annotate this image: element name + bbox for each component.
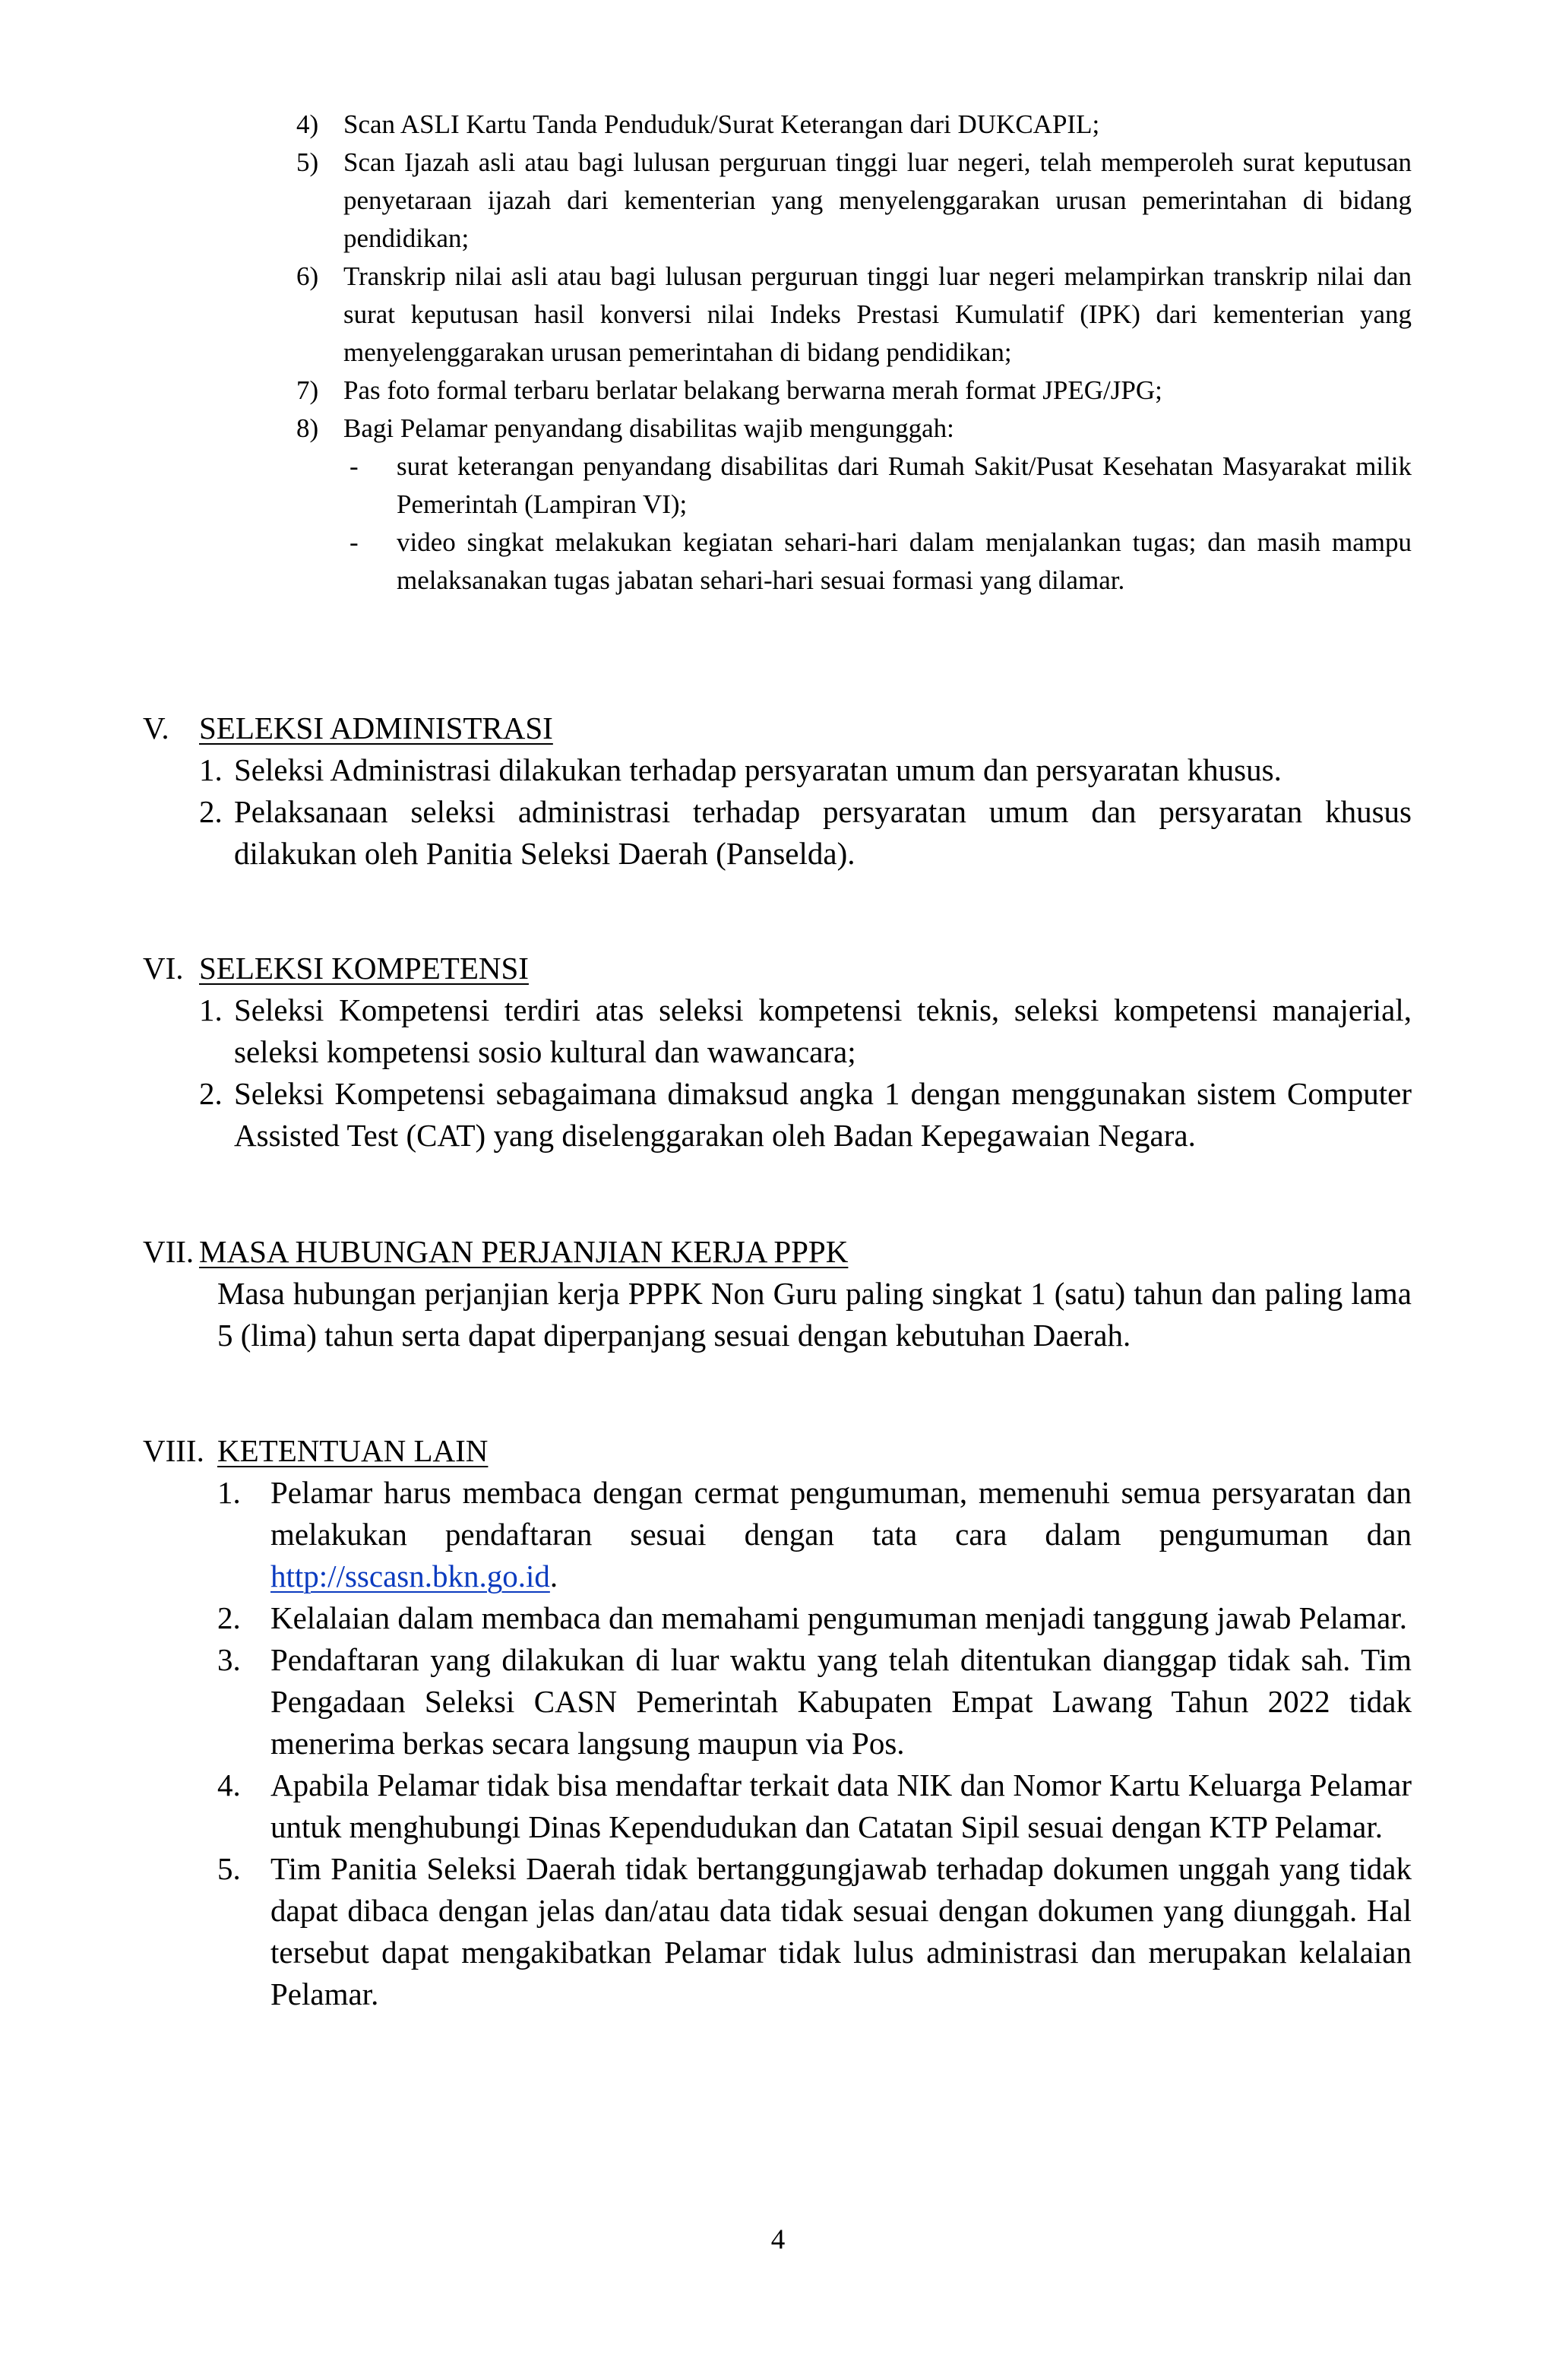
list-item [199, 989, 1412, 1073]
section-v [143, 707, 1412, 875]
list-item [199, 1073, 1412, 1157]
item-number: 5. [217, 1851, 241, 1886]
item-text: Seleksi Kompetensi terdiri atas seleksi kompetensi teknis, seleksi kompetensi manajerial, seleksi kompetensi sosio kultural dan wawancara; [234, 992, 1412, 1069]
requirement-number: 6) [296, 261, 319, 291]
item-text: Pelaksanaan seleksi administrasi terhadap persyaratan umum dan persyaratan khusus dilakukan oleh Panitia Seleksi Daerah (Panselda). [234, 794, 1412, 871]
requirement-item-8 [296, 410, 1412, 448]
disability-item-1 [296, 448, 1412, 524]
requirement-number: 4) [296, 109, 319, 139]
sscasn-link[interactable]: http://sscasn.bkn.go.id [270, 1559, 550, 1594]
requirement-number: 5) [296, 147, 319, 177]
item-text: Apabila Pelamar tidak bisa mendaftar terkait data NIK dan Nomor Kartu Keluarga Pelamar untuk menghubungi Dinas Kependudukan dan Catatan Sipil sesuai dengan KTP Pelamar. [270, 1768, 1412, 1844]
list-item [217, 1639, 1412, 1764]
item-number: 1. [199, 992, 223, 1027]
dash-bullet: - [349, 527, 359, 557]
section-vii [143, 1231, 1412, 1356]
item-number: 2. [217, 1600, 241, 1635]
item-text: Pelamar harus membaca dengan cermat pengumuman, memenuhi semua persyaratan dan melakukan pendaftaran sesuai dengan tata cara dalam pengumuman dan [270, 1475, 1412, 1552]
dash-bullet: - [349, 451, 359, 481]
disability-item-text: video singkat melakukan kegiatan sehari-hari dalam menjalankan tugas; dan masih mampu melaksanakan tugas jabatan sehari-hari sesuai formasi yang dilamar. [397, 527, 1412, 595]
requirement-item-6 [296, 258, 1412, 372]
section-numeral: VI. [143, 951, 184, 986]
requirement-text: Scan ASLI Kartu Tanda Penduduk/Surat Keterangan dari DUKCAPIL; [343, 109, 1100, 139]
disability-item-2 [296, 524, 1412, 600]
item-number: 1. [217, 1475, 241, 1510]
item-text: Seleksi Administrasi dilakukan terhadap persyaratan umum dan persyaratan khusus. [234, 752, 1282, 787]
section-heading [143, 707, 1412, 749]
requirements-list [296, 106, 1412, 600]
requirement-item-7 [296, 372, 1412, 410]
section-numeral: VII. [143, 1234, 194, 1269]
item-number: 1. [199, 752, 223, 787]
section-title: SELEKSI KOMPETENSI [199, 951, 529, 986]
requirement-text: Scan Ijazah asli atau bagi lulusan perguruan tinggi luar negeri, telah memperoleh surat keputusan penyetaraan ijazah dari kementerian yang menyelenggarakan urusan pemerintahan di bidang pendidikan; [343, 147, 1412, 253]
list-item [217, 1848, 1412, 2015]
list-item [217, 1472, 1412, 1597]
section-title: SELEKSI ADMINISTRASI [199, 711, 553, 745]
section-title: KETENTUAN LAIN [217, 1433, 489, 1468]
item-text: Seleksi Kompetensi sebagaimana dimaksud angka 1 dengan menggunakan sistem Computer Assisted Test (CAT) yang diselenggarakan oleh Badan Kepegawaian Negara. [234, 1076, 1412, 1153]
section-heading [143, 1231, 1412, 1273]
requirement-text: Bagi Pelamar penyandang disabilitas wajib mengunggah: [343, 413, 954, 443]
section-paragraph: Masa hubungan perjanjian kerja PPPK Non Guru paling singkat 1 (satu) tahun dan paling lama 5 (lima) tahun serta dapat diperpanjang sesuai dengan kebutuhan Daerah. [217, 1276, 1412, 1353]
item-number: 2. [199, 1076, 223, 1111]
item-text: Kelalaian dalam membaca dan memahami pengumuman menjadi tanggung jawab Pelamar. [270, 1600, 1407, 1635]
section-heading [143, 948, 1412, 989]
item-number: 3. [217, 1642, 241, 1677]
requirement-number: 8) [296, 413, 319, 443]
requirement-text: Transkrip nilai asli atau bagi lulusan perguruan tinggi luar negeri melampirkan transkrip nilai dan surat keputusan hasil konversi nilai Indeks Prestasi Kumulatif (IPK) dari kementerian yang menyelenggarakan urusan pemerintahan di bidang pendidikan; [343, 261, 1412, 367]
section-numeral: VIII. [143, 1433, 204, 1468]
section-numeral: V. [143, 711, 169, 745]
item-text: Pendaftaran yang dilakukan di luar waktu yang telah ditentukan dianggap tidak sah. Tim Pengadaan Seleksi CASN Pemerintah Kabupaten Empat Lawang Tahun 2022 tidak menerima berkas secara langsung maupun via Pos. [270, 1642, 1412, 1761]
requirement-item-4 [296, 106, 1412, 144]
disability-item-text: surat keterangan penyandang disabilitas dari Rumah Sakit/Pusat Kesehatan Masyarakat milik Pemerintah (Lampiran VI); [397, 451, 1412, 519]
item-text-end: . [549, 1559, 558, 1594]
section-viii [143, 1430, 1412, 2015]
item-number: 2. [199, 794, 223, 829]
requirement-text: Pas foto formal terbaru berlatar belakang berwarna merah format JPEG/JPG; [343, 375, 1162, 405]
section-vi [143, 948, 1412, 1157]
item-text: Tim Panitia Seleksi Daerah tidak bertanggungjawab terhadap dokumen unggah yang tidak dapat dibaca dengan jelas dan/atau data tidak sesuai dengan dokumen yang diunggah. Hal tersebut dapat mengakibatkan Pelamar tidak lulus administrasi dan merupakan kelalaian Pelamar. [270, 1851, 1412, 2011]
section-heading [143, 1430, 1412, 1472]
list-item [199, 791, 1412, 875]
section-title: MASA HUBUNGAN PERJANJIAN KERJA PPPK [199, 1234, 849, 1269]
item-number: 4. [217, 1768, 241, 1802]
requirement-number: 7) [296, 375, 319, 405]
list-item [217, 1764, 1412, 1848]
list-item [217, 1597, 1412, 1639]
page-number: 4 [770, 2224, 786, 2255]
requirement-item-5 [296, 144, 1412, 258]
list-item [199, 749, 1412, 791]
